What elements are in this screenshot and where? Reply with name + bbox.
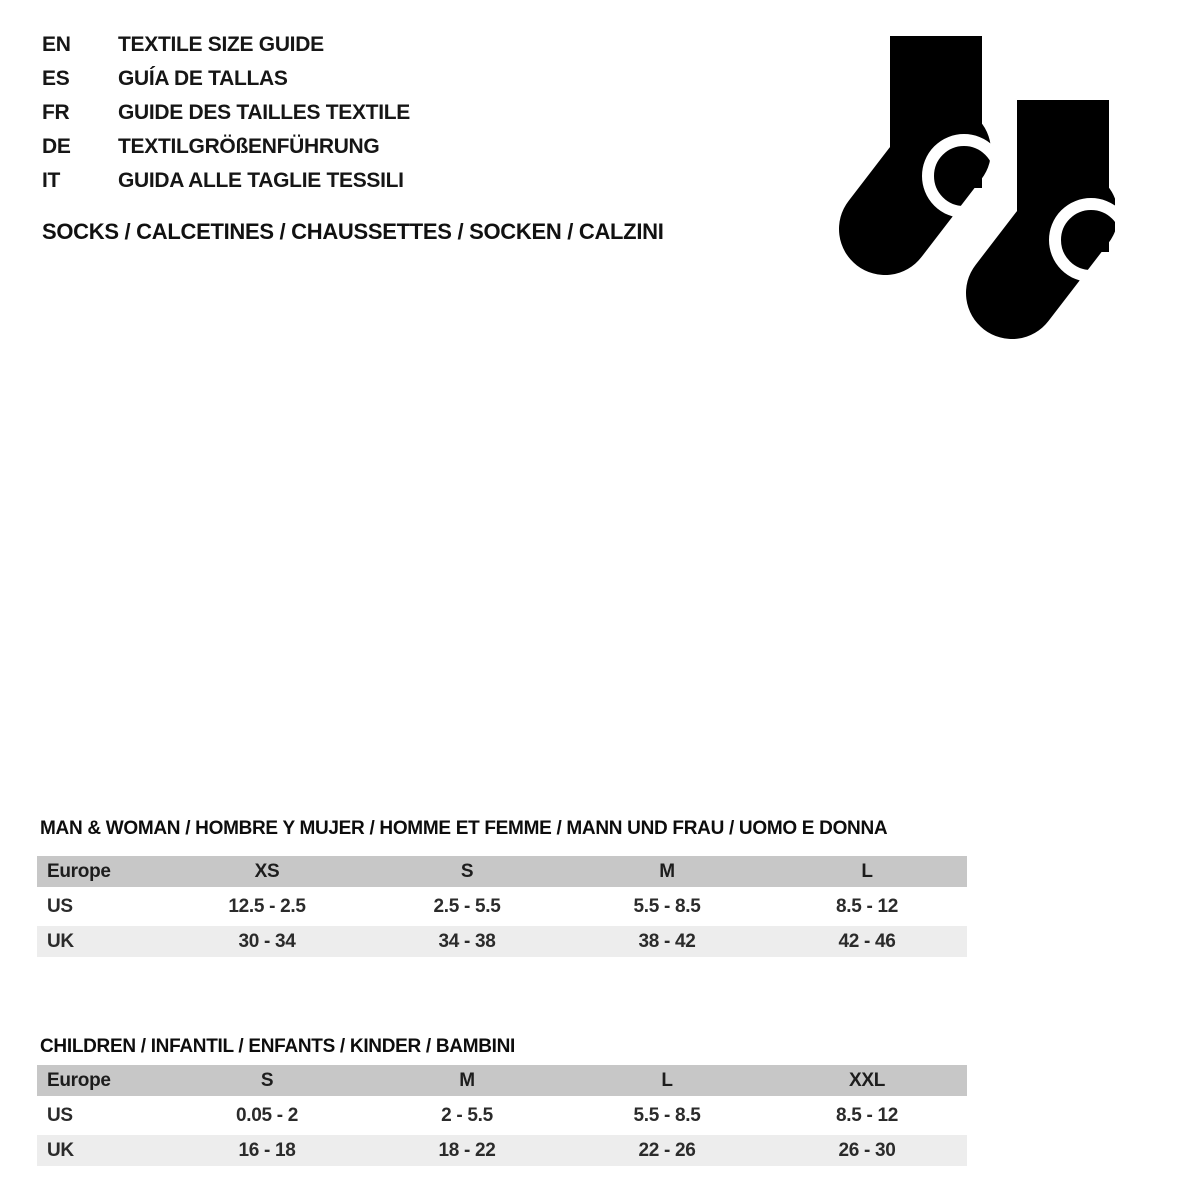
language-code: ES: [42, 67, 70, 90]
size-cell: 5.5 - 8.5: [633, 1104, 701, 1126]
row-label: UK: [47, 1139, 74, 1161]
size-cell: 16 - 18: [238, 1139, 296, 1161]
column-header-m: M: [459, 1069, 475, 1091]
man-woman-table-title: MAN & WOMAN / HOMBRE Y MUJER / HOMME ET FEMME / MANN UND FRAU / UOMO E DONNA: [40, 818, 888, 839]
size-cell: 34 - 38: [438, 930, 496, 952]
language-code: EN: [42, 33, 71, 56]
language-row-es: [42, 62, 410, 96]
language-label: GUIDE DES TAILLES TEXTILE: [118, 101, 410, 124]
size-cell: 18 - 22: [438, 1139, 496, 1161]
children-table-title: CHILDREN / INFANTIL / ENFANTS / KINDER / BAMBINI: [40, 1036, 516, 1057]
language-row-fr: [42, 96, 410, 130]
size-cell: 8.5 - 12: [835, 895, 899, 917]
column-header-xxl: XXL: [848, 1069, 886, 1091]
language-guide-list: [42, 28, 410, 198]
language-label: GUIDA ALLE TAGLIE TESSILI: [118, 169, 404, 192]
size-cell: 8.5 - 12: [835, 1104, 899, 1126]
column-header-s: S: [260, 1069, 274, 1091]
size-cell: 5.5 - 8.5: [633, 895, 701, 917]
row-label: US: [47, 895, 73, 917]
row-label: UK: [47, 930, 74, 952]
table-row-uk: [37, 926, 967, 957]
size-cell: 42 - 46: [838, 930, 896, 952]
language-row-de: [42, 130, 410, 164]
size-cell: 0.05 - 2: [235, 1104, 299, 1126]
category-line: SOCKS / CALCETINES / CHAUSSETTES / SOCKEN / CALZINI: [42, 219, 664, 244]
column-header-s: S: [460, 860, 474, 882]
language-label: GUÍA DE TALLAS: [118, 67, 288, 90]
size-cell: 12.5 - 2.5: [228, 895, 306, 917]
size-cell: 26 - 30: [838, 1139, 896, 1161]
size-cell: 38 - 42: [638, 930, 696, 952]
table-row-us: [37, 1100, 967, 1131]
column-header-xs: XS: [254, 860, 280, 882]
socks-icon: [815, 33, 1115, 345]
language-row-en: [42, 28, 410, 62]
sock-front: [1012, 100, 1115, 293]
column-header-europe: Europe: [47, 860, 111, 882]
column-header-l: L: [861, 860, 873, 882]
size-cell: 2 - 5.5: [441, 1104, 493, 1126]
column-header-europe: Europe: [47, 1069, 111, 1091]
size-cell: 22 - 26: [638, 1139, 696, 1161]
row-label: US: [47, 1104, 73, 1126]
language-code: DE: [42, 135, 71, 158]
table-row-uk: [37, 1135, 967, 1166]
size-cell: 30 - 34: [238, 930, 296, 952]
language-label: TEXTILGRÖßENFÜHRUNG: [118, 135, 380, 158]
table-header-row: [37, 1065, 967, 1096]
column-header-l: L: [661, 1069, 673, 1091]
children-size-table: [37, 1065, 967, 1170]
column-header-m: M: [659, 860, 675, 882]
sock-back: [885, 36, 1000, 229]
language-code: FR: [42, 101, 70, 124]
table-row-us: [37, 891, 967, 922]
size-cell: 2.5 - 5.5: [433, 895, 501, 917]
language-code: IT: [42, 169, 61, 192]
man-woman-size-table: [37, 856, 967, 961]
table-header-row: [37, 856, 967, 887]
language-row-it: [42, 164, 410, 198]
language-label: TEXTILE SIZE GUIDE: [118, 33, 324, 56]
